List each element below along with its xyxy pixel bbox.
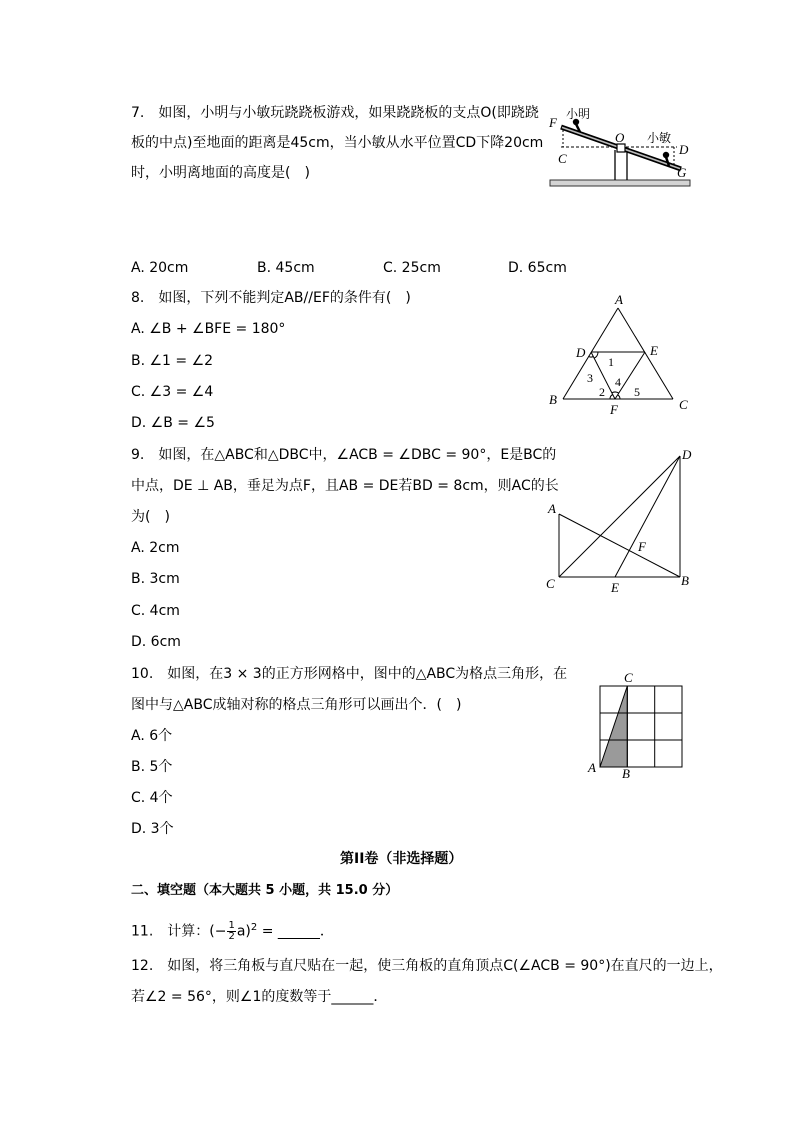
angle-2-arc: [610, 395, 613, 400]
segment-ab: [563, 308, 618, 399]
label-a: A: [615, 292, 623, 307]
q7-line-2: 板的中点)至地面的距离是45cm，当小敏从水平位置CD下降20cm: [131, 135, 544, 151]
label-f: F: [549, 115, 557, 130]
q11-exponent: 2: [250, 922, 258, 933]
label-c: C: [558, 151, 567, 166]
ground: [550, 180, 690, 186]
label-d: D: [679, 142, 689, 157]
q7-option-a: A. 20cm: [131, 260, 189, 276]
pivot-o-block: [617, 144, 625, 152]
q8-option-c: C. ∠3 = ∠4: [131, 384, 214, 400]
q12-line-2: 若∠2 = 56°，则∠1的度数等于______．: [131, 989, 388, 1005]
label-e: E: [650, 343, 658, 358]
part2-title: 第II卷（非选择题）: [340, 851, 463, 867]
segment-ac: [618, 308, 673, 399]
q11-line: [131, 918, 334, 943]
q10-grid-figure: [585, 670, 690, 782]
q7-line-3: 时，小明离地面的高度是( ): [131, 165, 310, 181]
q11-open-paren: (−: [209, 923, 227, 940]
q8-line-1: 8. 如图，下列不能判定AB//EF的条件有( ): [131, 290, 411, 306]
section2-header: 二、填空题（本大题共 5 小题，共 15.0 分）: [131, 883, 399, 898]
label-o: O: [615, 130, 625, 145]
q9-line-3: 为( ): [131, 509, 170, 525]
q10-line-1: 10. 如图，在3 × 3的正方形网格中，图中的△ABC为格点三角形，在: [131, 666, 568, 682]
angle-3-arc: [588, 356, 593, 357]
angle-5-arc: [618, 395, 620, 399]
label-f: F: [610, 402, 618, 417]
angle-4-arc: [612, 392, 619, 393]
q10-option-c: C. 4个: [131, 790, 173, 806]
fraction-denominator: 2: [228, 931, 235, 943]
label-c: C: [679, 397, 688, 412]
label-b: B: [681, 573, 689, 588]
q7-option-b: B. 45cm: [257, 260, 315, 276]
q7-option-d: D. 65cm: [508, 260, 567, 276]
label-e: E: [611, 580, 619, 595]
q8-option-b: B. ∠1 = ∠2: [131, 353, 214, 369]
label-c: C: [624, 670, 633, 685]
segment-ab: [559, 514, 680, 577]
q9-line-1: 9. 如图，在△ABC和△DBC中，∠ACB = ∠DBC = 90°，E是BC的: [131, 447, 557, 463]
triangle-abc: [600, 686, 627, 767]
label-xiaoming: 小明: [566, 107, 591, 121]
segment-ed: [615, 456, 680, 577]
q9-option-b: B. 3cm: [131, 571, 180, 587]
label-d: D: [682, 447, 692, 462]
q9-option-c: C. 4cm: [131, 603, 180, 619]
label-angle-2: 2: [599, 385, 605, 399]
q8-triangle-figure: [545, 290, 695, 418]
q9-right-triangles-figure: [540, 445, 695, 595]
label-angle-1: 1: [608, 355, 614, 369]
q8-option-a: A. ∠B + ∠BFE = 180°: [131, 321, 286, 337]
q10-option-b: B. 5个: [131, 759, 173, 775]
q12-line-1: 12. 如图，将三角板与直尺贴在一起，使三角板的直角顶点C(∠ACB = 90°)在直尺的一边上，: [131, 958, 723, 974]
label-a: A: [548, 501, 556, 516]
q7-seesaw-figure: [545, 100, 695, 190]
label-d: D: [576, 345, 586, 360]
fraction-numerator: 1: [228, 920, 235, 932]
label-xiaomin: 小敏: [647, 131, 672, 145]
q11-answer-blank: ______: [277, 923, 320, 940]
q11-equals: =: [257, 923, 278, 940]
q11-fraction: [227, 921, 235, 942]
q11-end: ．: [319, 923, 334, 940]
label-angle-3: 3: [587, 371, 593, 385]
segment-cd: [559, 456, 680, 577]
q9-option-a: A. 2cm: [131, 540, 180, 556]
label-c: C: [546, 576, 555, 591]
label-b: B: [622, 766, 630, 781]
label-f: F: [638, 539, 646, 554]
q8-option-d: D. ∠B = ∠5: [131, 415, 215, 431]
label-b: B: [549, 392, 557, 407]
label-a: A: [588, 760, 596, 775]
q11-prefix: 11. 计算：: [131, 923, 210, 940]
q9-option-d: D. 6cm: [131, 634, 181, 650]
label-angle-4: 4: [615, 375, 621, 389]
q7-line-1: 7. 如图，小明与小敏玩跷跷板游戏，如果跷跷板的支点O(即跷跷: [131, 105, 539, 121]
q10-option-d: D. 3个: [131, 821, 174, 837]
label-angle-5: 5: [634, 385, 640, 399]
q7-option-c: C. 25cm: [383, 260, 441, 276]
q10-option-a: A. 6个: [131, 728, 173, 744]
angle-1-arc: [594, 352, 598, 358]
label-g: G: [677, 165, 687, 180]
q9-line-2: 中点，DE ⊥ AB，垂足为点F，且AB = DE若BD = 8cm，则AC的长: [131, 478, 559, 494]
q10-line-2: 图中与△ABC成轴对称的格点三角形可以画出个．( ): [131, 697, 462, 713]
q11-variable: a): [236, 923, 251, 940]
